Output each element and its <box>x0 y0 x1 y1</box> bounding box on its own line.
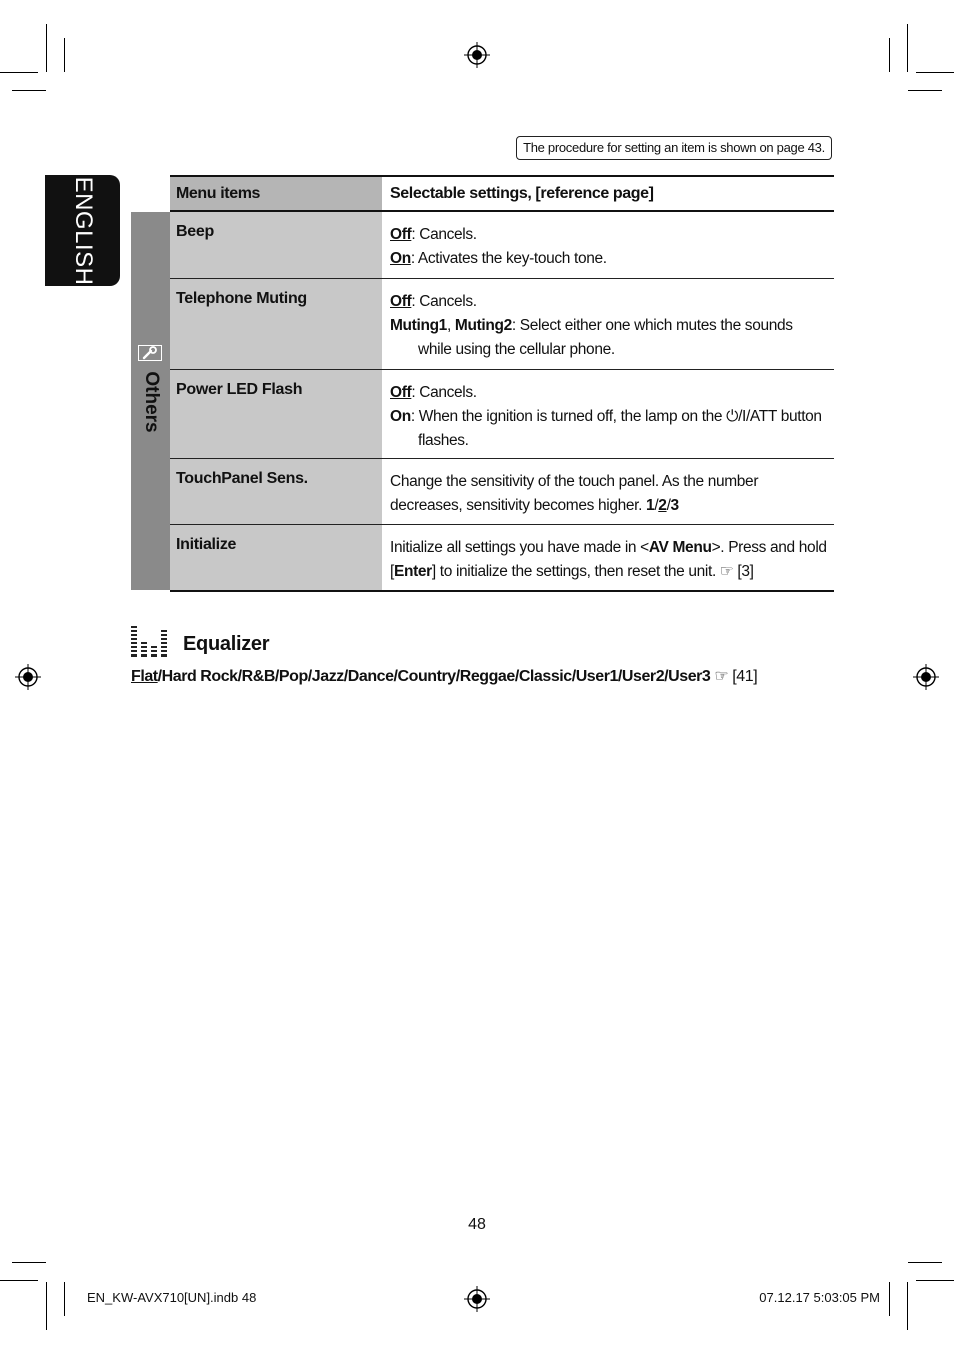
setting-key: Off <box>390 293 412 310</box>
equalizer-default: Flat <box>131 668 158 685</box>
language-tab-label: ENGLISH <box>69 176 97 285</box>
crop-mark <box>46 1282 47 1330</box>
menu-item-power-led-flash: Power LED Flash <box>176 381 303 398</box>
setting-key: Off <box>390 384 412 401</box>
setting-text: Change the sensitivity of the touch panel. As the number decreases, sensitivity becomes higher. <box>390 473 759 514</box>
reference-icon: ☞ <box>719 563 734 580</box>
registration-mark-icon <box>464 42 490 68</box>
category-label: Others <box>140 371 162 433</box>
menu-item-initialize: Initialize <box>176 536 237 553</box>
footer-timestamp: 07.12.17 5:03:05 PM <box>759 1290 880 1305</box>
table-row <box>170 279 834 370</box>
crop-mark <box>889 1282 890 1316</box>
setting-text: Initialize all settings you have made in < <box>390 539 649 556</box>
header-menu-items: Menu items <box>176 185 261 202</box>
setting-text: : Cancels. <box>411 293 477 310</box>
page-reference: [41] <box>732 668 758 685</box>
table-row: TouchPanel Sens. Change the sensitivity of the touch panel. As the number decreases, sensitivity becomes higher. 1/2/3 <box>170 459 834 525</box>
crop-mark <box>12 1262 46 1263</box>
crop-mark <box>0 72 38 73</box>
setting-text: >. Press and hold [ <box>390 539 827 580</box>
equalizer-options <box>131 666 757 686</box>
equalizer-title: Equalizer <box>183 633 270 655</box>
reference-icon: ☞ <box>714 668 729 685</box>
crop-mark <box>64 38 65 72</box>
wrench-icon <box>138 345 162 361</box>
crop-mark <box>916 1280 954 1281</box>
registration-mark-icon <box>464 1286 490 1312</box>
equalizer-option-list: /Hard Rock/R&B/Pop/Jazz/Dance/Country/Reggae/Classic/User1/User2/User3 <box>157 668 711 685</box>
crop-mark <box>889 38 890 72</box>
table-row <box>170 525 834 592</box>
menu-item-telephone-muting: Telephone Muting <box>176 290 307 307</box>
language-tab <box>45 175 120 286</box>
crop-mark <box>908 1262 942 1263</box>
category-side-bar <box>131 212 170 590</box>
setting-text: ] to initialize the settings, then reset the unit. <box>431 563 716 580</box>
setting-text: : Activates the key-touch tone. <box>410 250 607 267</box>
crop-mark <box>46 24 47 72</box>
option-2: 2 <box>658 497 667 514</box>
option-1: 1 <box>646 497 655 514</box>
crop-mark <box>907 1282 908 1330</box>
setting-text: : Cancels. <box>411 384 477 401</box>
crop-mark <box>64 1282 65 1316</box>
crop-mark <box>907 24 908 72</box>
setting-separator: , <box>446 317 455 334</box>
equalizer-icon <box>131 624 167 658</box>
table-row <box>170 370 834 459</box>
setting-key: On <box>390 408 411 425</box>
av-menu-key: AV Menu <box>648 539 712 556</box>
setting-key: On <box>390 250 411 267</box>
registration-mark-icon <box>913 664 939 690</box>
setting-text: button flashes. <box>418 408 822 449</box>
setting-key: Off <box>390 226 412 243</box>
menu-item-touchpanel-sens: TouchPanel Sens. <box>176 470 308 487</box>
header-selectable-settings: Selectable settings, [reference page] <box>390 185 654 202</box>
setting-key: Muting2 <box>454 317 512 334</box>
page-reference: [3] <box>737 563 754 580</box>
procedure-note: The procedure for setting an item is shown on page 43. <box>516 136 832 160</box>
setting-text: : When the ignition is turned off, the lamp on the <box>410 408 727 425</box>
crop-mark <box>12 90 46 91</box>
setting-text: : Select either one which mutes the sounds while using the cellular phone. <box>418 317 793 358</box>
registration-mark-icon <box>15 664 41 690</box>
page-number: 48 <box>468 1216 486 1233</box>
crop-mark <box>916 72 954 73</box>
footer-file-info: EN_KW-AVX710[UN].indb 48 <box>87 1290 257 1305</box>
table-row <box>170 212 834 279</box>
table-header <box>170 175 834 212</box>
enter-key: Enter <box>393 563 432 580</box>
option-3: 3 <box>670 497 679 514</box>
power-att-symbol: ⏻/I/ATT <box>726 408 777 425</box>
crop-mark <box>0 1280 38 1281</box>
setting-text: : Cancels. <box>411 226 477 243</box>
crop-mark <box>908 90 942 91</box>
setting-key: Muting1 <box>390 317 447 334</box>
menu-item-beep: Beep <box>176 223 214 240</box>
